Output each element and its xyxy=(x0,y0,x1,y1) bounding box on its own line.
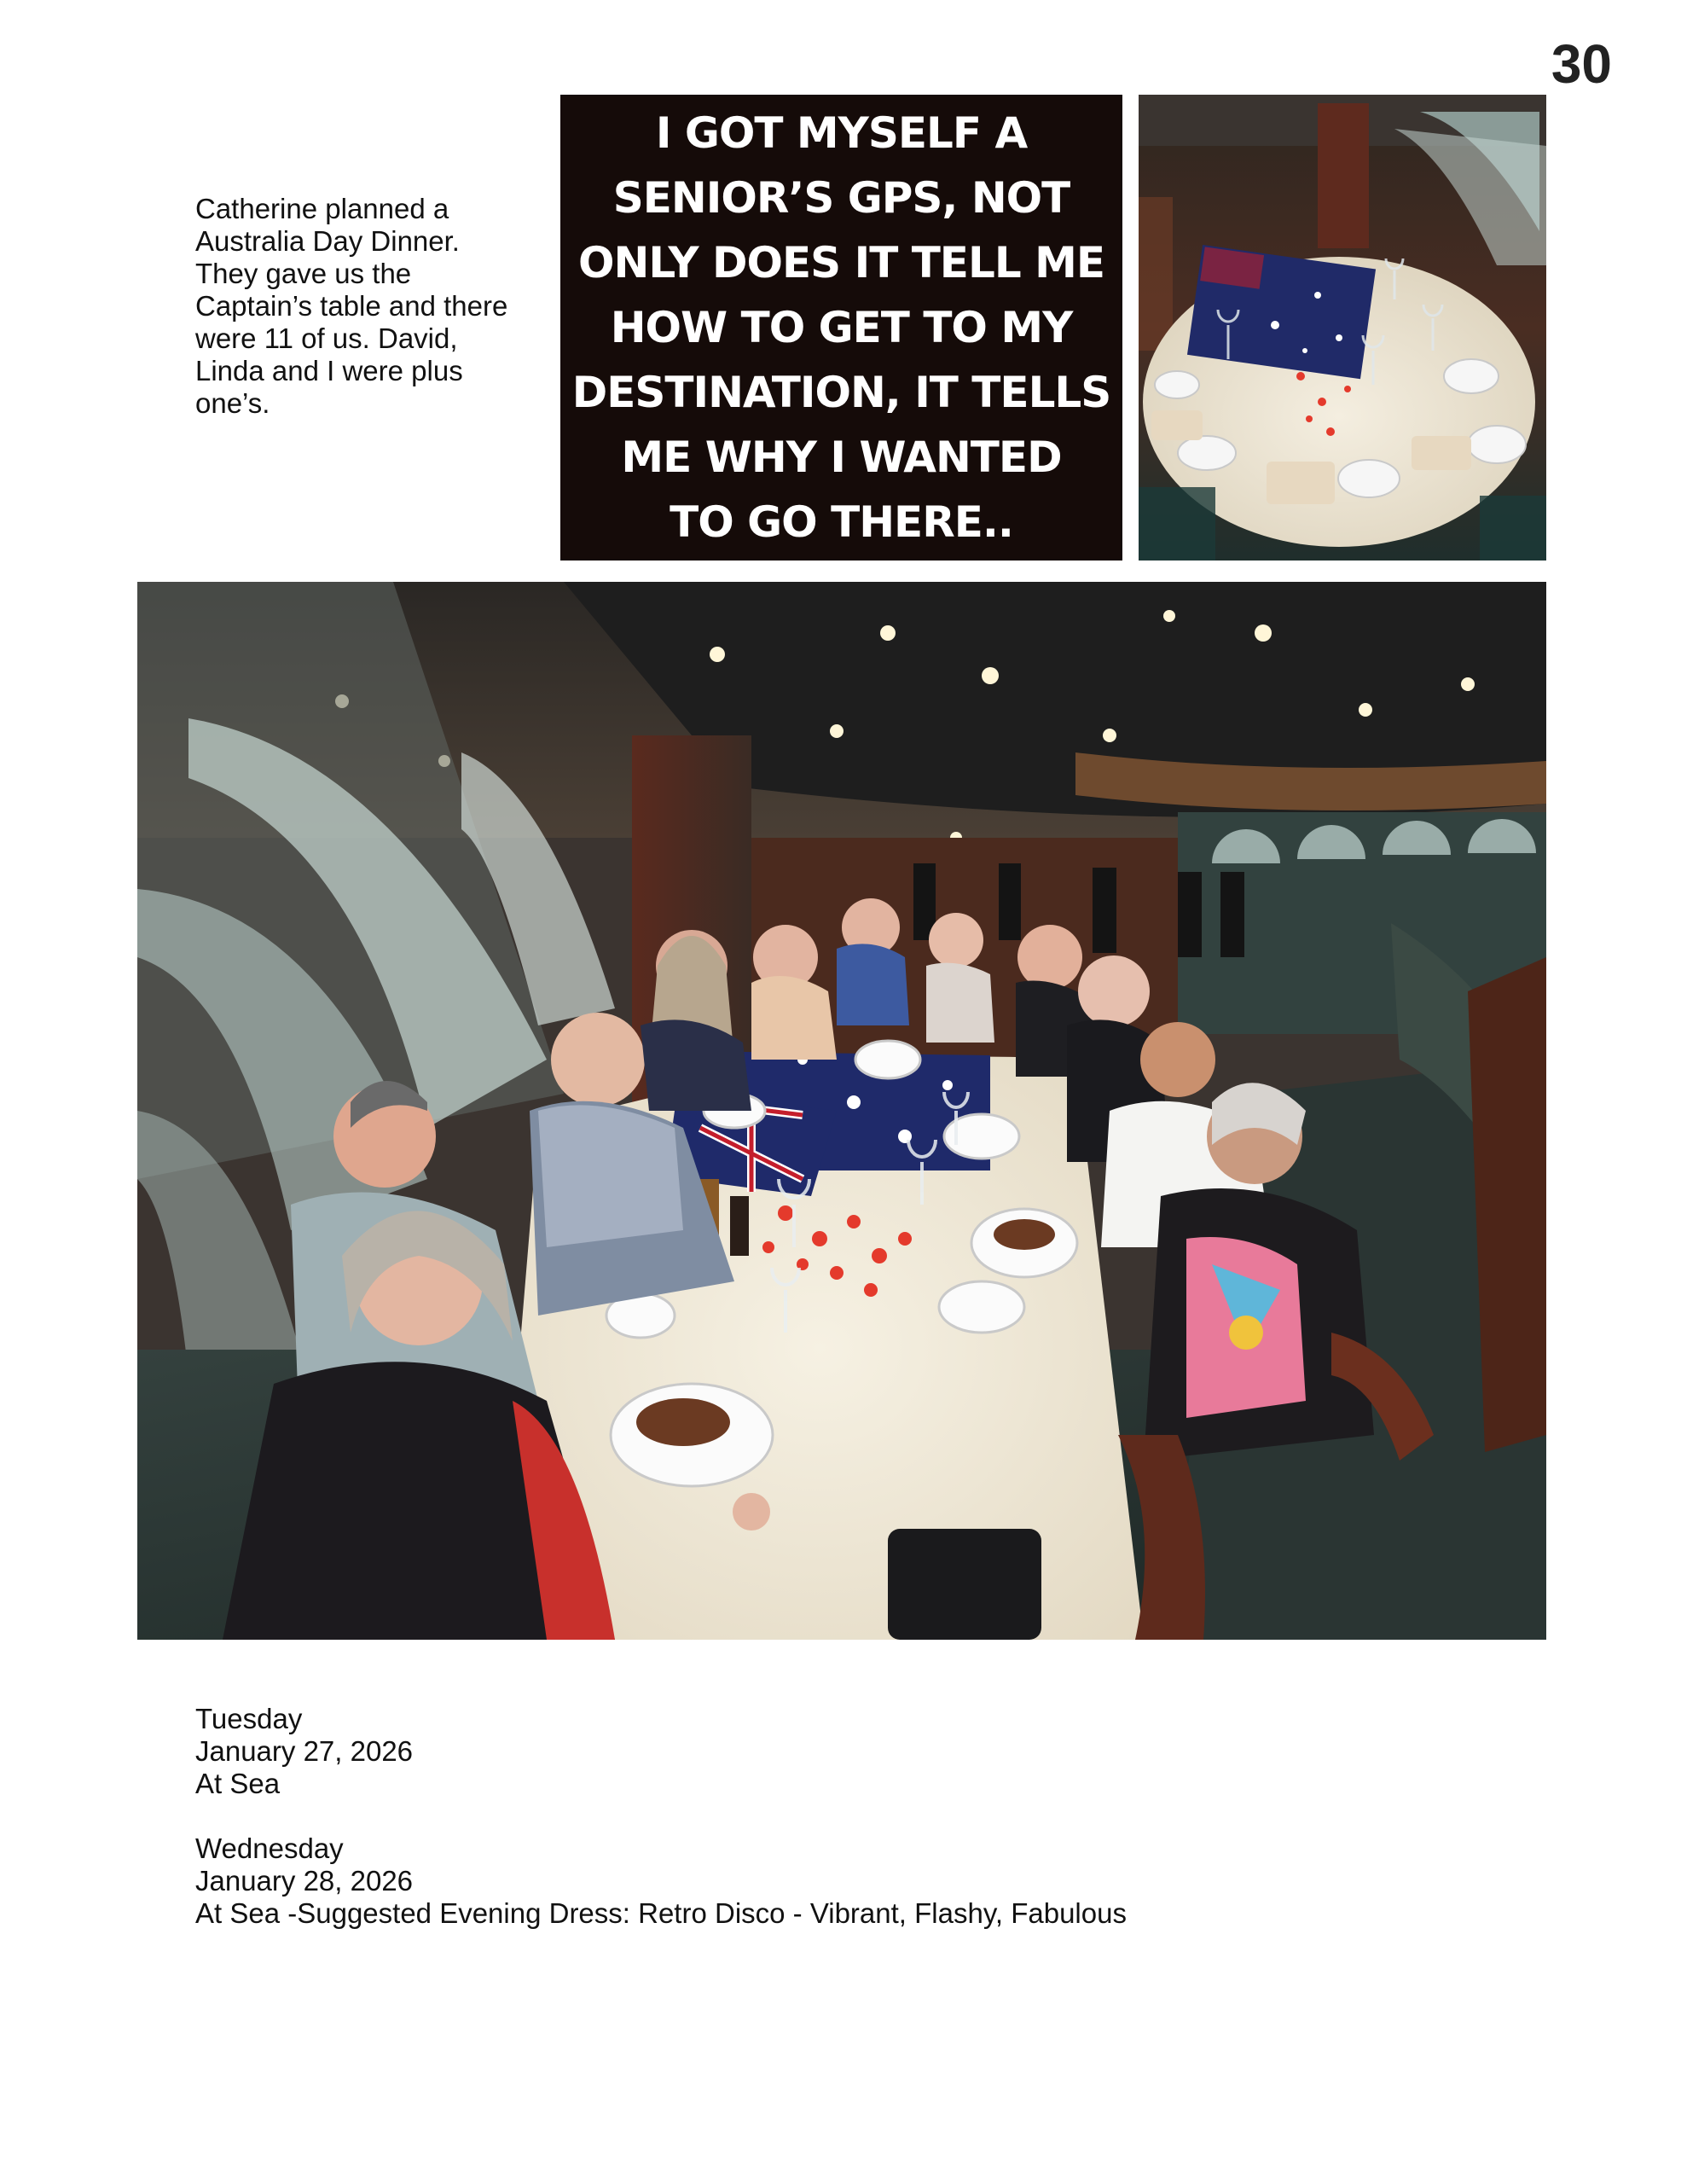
meme-line: HOW TO GET TO MY xyxy=(610,303,1073,352)
intro-line: Catherine planned a xyxy=(195,193,449,224)
intro-line: They gave us the xyxy=(195,258,412,289)
intro-line: Linda and I were plus xyxy=(195,355,463,386)
page-number: 30 xyxy=(1551,33,1612,95)
intro-line: were 11 of us. David, xyxy=(195,322,458,354)
meme-line: I GOT MYSELF A xyxy=(655,108,1028,158)
meme-line: ONLY DOES IT TELL ME xyxy=(577,238,1105,288)
group-dinner-illustration xyxy=(137,582,1546,1640)
table-setting-photo xyxy=(1139,95,1546,561)
group-dinner-photo xyxy=(137,582,1546,1640)
intro-line: one’s. xyxy=(195,387,270,419)
intro-line: Captain’s table and there xyxy=(195,290,508,322)
log-entry xyxy=(195,1703,1475,1800)
intro-line: Australia Day Dinner. xyxy=(195,225,460,257)
log-day: Wednesday xyxy=(195,1833,344,1864)
log-location: At Sea -Suggested Evening Dress: Retro Disco - Vibrant, Flashy, Fabulous xyxy=(195,1897,1127,1929)
meme-line: DESTINATION, IT TELLS xyxy=(571,368,1111,417)
log-location: At Sea xyxy=(195,1768,281,1799)
itinerary-log xyxy=(195,1703,1475,1930)
meme-text xyxy=(572,101,1111,555)
intro-paragraph xyxy=(195,193,554,420)
table-setting-illustration xyxy=(1139,95,1546,561)
log-entry xyxy=(195,1833,1475,1930)
log-date: January 28, 2026 xyxy=(195,1865,414,1896)
meme-line: TO GO THERE.. xyxy=(670,497,1013,547)
meme-line: ME WHY I WANTED xyxy=(621,433,1062,482)
log-day: Tuesday xyxy=(195,1703,303,1734)
meme-image xyxy=(560,95,1122,561)
log-date: January 27, 2026 xyxy=(195,1735,414,1767)
meme-line: SENIOR’S GPS, NOT xyxy=(612,173,1070,223)
